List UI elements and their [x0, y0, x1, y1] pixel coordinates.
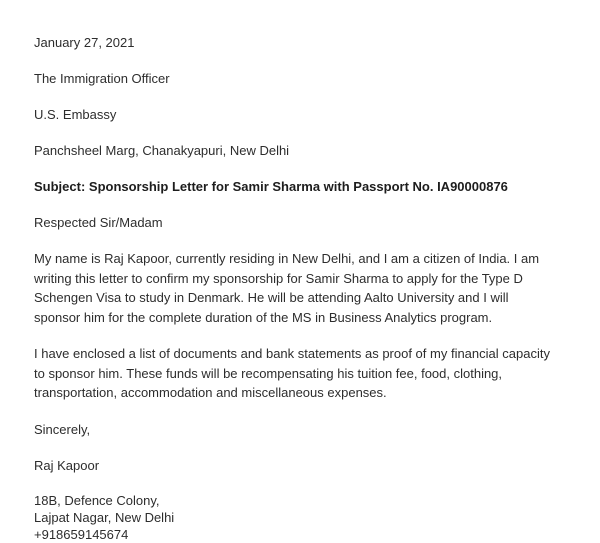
recipient-organization: U.S. Embassy — [34, 107, 117, 122]
letter-signer-name: Raj Kapoor — [34, 457, 100, 473]
letter-salutation: Respected Sir/Madam — [34, 215, 163, 230]
recipient-title: The Immigration Officer — [34, 71, 170, 86]
sender-address-line-2: Lajpat Nagar, New Delhi — [34, 509, 175, 525]
sender-phone-number: +918659145674 — [34, 526, 129, 542]
letter-date: January 27, 2021 — [34, 35, 135, 50]
letter-body-paragraph-1: My name is Raj Kapoor, currently residing in New Delhi, and I am a citizen of India. I am writing this letter to confirm my sponsorship for Samir Sharma to apply for the Type D Schengen Visa to study in Denmark. He will be attending Aalto University and I will sponsor him for the complete duration of the MS in Business Analytics program. — [34, 251, 540, 325]
sender-address-block — [34, 492, 556, 543]
recipient-address: Panchsheel Marg, Chanakyapuri, New Delhi — [34, 143, 290, 158]
letter-body-paragraph-2: I have enclosed a list of documents and bank statements as proof of my financial capacity to sponsor him. These funds will be recompensating his tuition fee, food, clothing, transportation, accommodation and miscellaneous expenses. — [34, 346, 550, 400]
letter-subject-line: Subject: Sponsorship Letter for Samir Sharma with Passport No. IA90000876 — [34, 179, 508, 194]
sender-address-line-1: 18B, Defence Colony, — [34, 492, 160, 508]
letter-signoff: Sincerely, — [34, 421, 91, 437]
